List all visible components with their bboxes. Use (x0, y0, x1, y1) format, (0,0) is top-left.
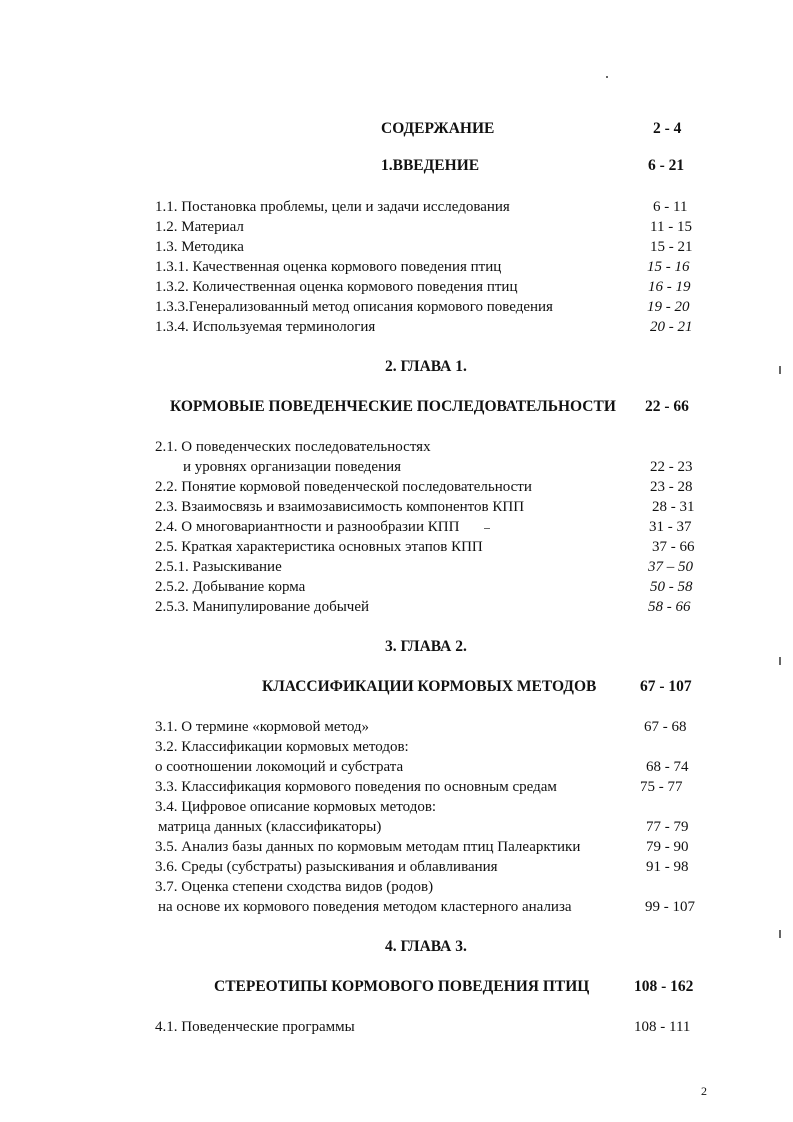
scan-speck (606, 76, 608, 78)
scan-speck (484, 528, 490, 529)
scan-speck (779, 657, 781, 665)
scan-speck (779, 366, 781, 374)
document-page: СОДЕРЖАНИЕ 2 - 4 1.ВВЕДЕНИЕ 6 - 21 1.1. Постановка проблемы, цели и задачи исследования 6 - 11 1.2. Материал 11 - 15 1.3. Методика 15 - 21 1.3.1. Качественная оценка кормового поведения птиц 15 - 16 1.3.2. Количественная оценка кормового поведения птиц 16 - 19 1.3.3.Генерализованный метод описания кормового поведения 19 - 20 1.3.4. Используемая терминология 20 - 21 2. ГЛАВА 1. КОРМОВЫЕ ПОВЕДЕНЧЕСКИЕ ПОСЛЕДОВАТЕЛЬНОСТИ 22 - 66 2.1. О поведенческих последовательностях и уровнях организации поведения 22 - 23 2.2. Понятие кормовой поведенческой последовательности 23 - 28 2.3. Взаимосвязь и взаимозависимость компонентов КПП 28 - 31 2.4. О многовариантности и разнообразии КПП 31 - 37 2.5. Краткая характеристика основных этапов КПП 37 - 66 2.5.1. Разыскивание 37 – 50 2.5.2. Добывание корма 50 - 58 2.5.3. Манипулирование добычей 58 - 66 3. ГЛАВА 2. КЛАССИФИКАЦИИ КОРМОВЫХ МЕТОДОВ 67 - 107 3.1. О термине «кормовой метод» 67 - 68 3.2. Классификации кормовых методов: о соотношении локомоций и субстрата 68 - 74 3.3. Классификация кормового поведения по основным средам 75 - 77 3.4. Цифровое описание кормовых методов: матрица данных (классификаторы) 77 - 79 3.5. Анализ базы данных по кормовым методам птиц Палеарктики 79 - 90 3.6. Среды (субстраты) разыскивания и облавливания 91 - 98 3.7. Оценка степени сходства видов (родов) на основе их кормового поведения методом кластерного анализа 99 - 107 4. ГЛАВА 3. СТЕРЕОТИПЫ КОРМОВОГО ПОВЕДЕНИЯ ПТИЦ 108 - 162 4.1. Поведенческие программы 108 - 111 2 (0, 0, 793, 1122)
scan-speck (779, 930, 781, 938)
page-number: 2 (701, 1084, 707, 1098)
